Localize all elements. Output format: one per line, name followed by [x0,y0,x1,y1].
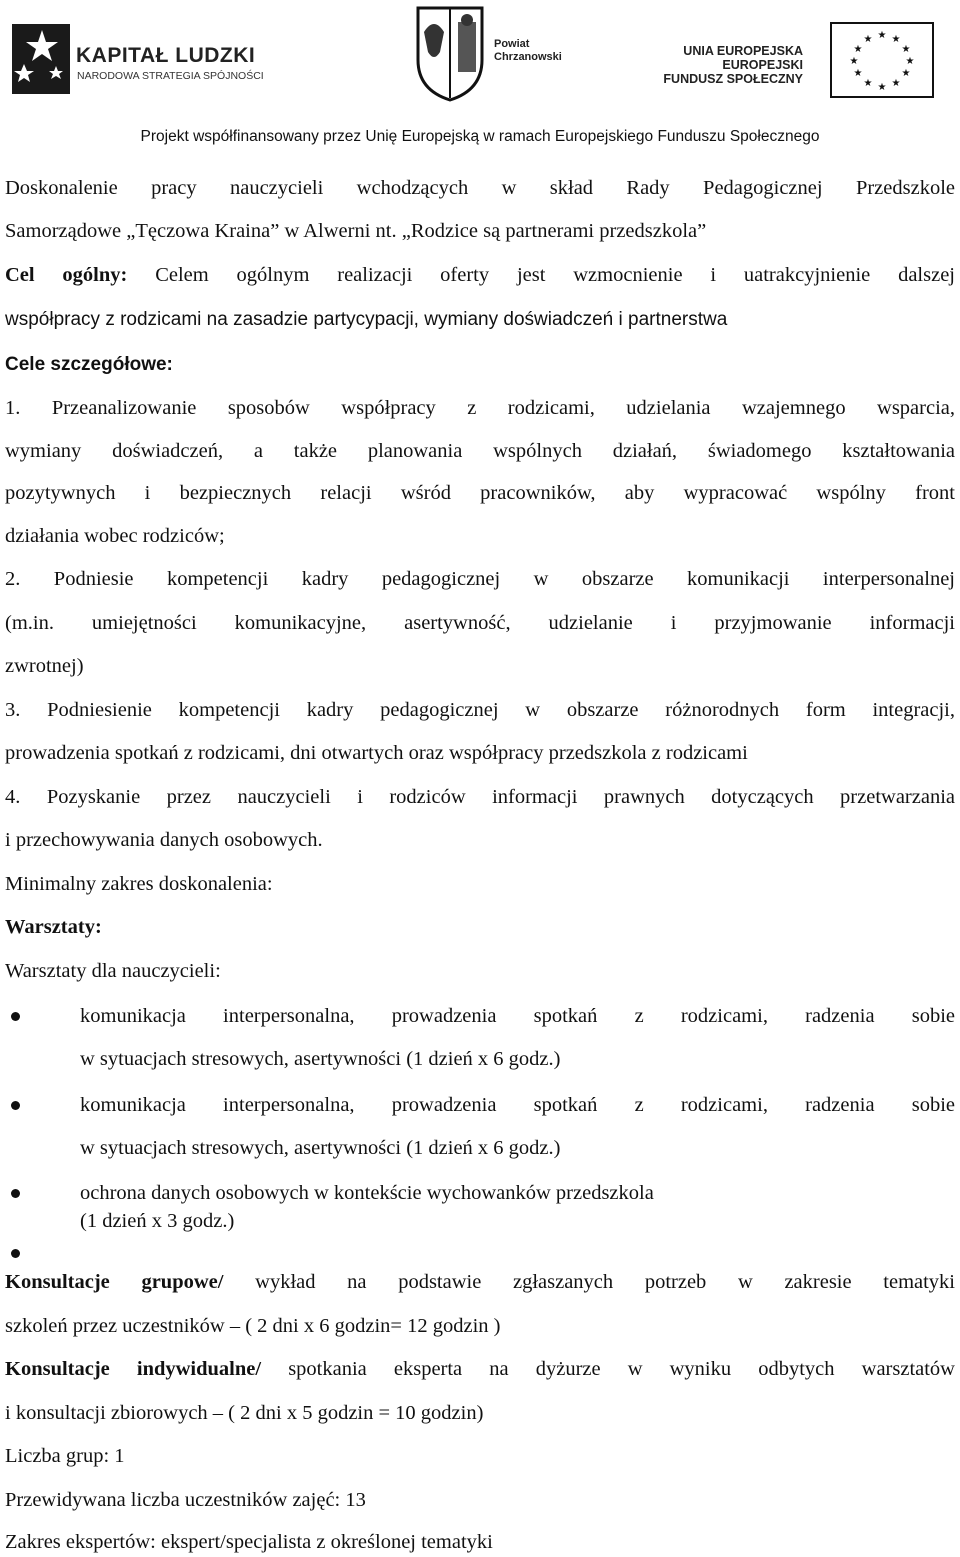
svg-text:★: ★ [863,78,873,89]
bullet-dot [11,1101,20,1110]
intro-line-2: Samorządowe „Tęczowa Kraina” w Alwerni nt. „Rodzice są partnerami przedszkola” [5,220,707,242]
general-goal-text-1: Celem ogólnym realizacji oferty jest wzmocnienie i uatrakcyjnienie dalszej [155,264,955,286]
workshops-subheading: Warsztaty dla nauczycieli: [5,960,221,982]
goal-3-line-2: prowadzenia spotkań z rodzicami, dni otwartych oraz współpracy przedszkola z rodzicami [5,742,748,764]
svg-text:★: ★ [891,34,901,45]
svg-text:★: ★ [901,68,911,79]
svg-text:★: ★ [853,44,863,55]
goal-2-line-1: 2. Podniesie kompetencji kadry pedagogicznej w obszarze komunikacji interpersonalnej [5,568,955,590]
goal-4-line-2: i przechowywania danych osobowych. [5,829,323,851]
goal-2-line-2: (m.in. umiejętności komunikacyjne, asertywność, udzielanie i przyjmowanie informacji [5,612,955,634]
document-header [0,0,960,160]
individual-consultations-text-2: i konsultacji zbiorowych – ( 2 dni x 5 godzin = 10 godzin) [5,1402,484,1424]
svg-text:★: ★ [905,56,915,67]
svg-text:★: ★ [853,68,863,79]
project-cofinancing-note: Projekt współfinansowany przez Unię Europejską w ramach Europejskiego Funduszu Społecznego [140,128,820,145]
workshops-heading [5,915,102,939]
bullet-dot [11,1249,20,1258]
svg-text:★: ★ [849,56,859,67]
goal-1-line-1: 1. Przeanalizowanie sposobów współpracy z rodzicami, udzielania wzajemnego wsparcia, [5,397,955,419]
participants-count: Przewidywana liczba uczestników zajęć: 13 [5,1489,366,1511]
individual-consultations-label: Konsultacje indywidualne/ [5,1358,262,1380]
workshop-item-3-line-1: ochrona danych osobowych w kontekście wychowanków przedszkola [80,1182,654,1204]
svg-text:★: ★ [891,78,901,89]
powiat-line-2: Chrzanowski [494,51,562,63]
svg-text:★: ★ [901,44,911,55]
eu-line-1: UNIA EUROPEJSKA [683,44,803,58]
bullet-dot [11,1012,20,1021]
group-consultations-text-1: wykład na podstawie zgłaszanych potrzeb w zakresie tematyki [255,1271,956,1293]
eu-label [643,44,803,86]
powiat-label [494,38,562,64]
eu-line-2: EUROPEJSKI [722,58,803,72]
goal-1-line-4: działania wobec rodziców; [5,525,225,547]
powiat-line-1: Powiat [494,38,530,50]
svg-text:★: ★ [877,82,887,93]
scope-label: Minimalny zakres doskonalenia: [5,873,273,895]
goal-3-line-1: 3. Podniesienie kompetencji kadry pedagogicznej w obszarze różnorodnych form integracji, [5,699,955,721]
goal-1-line-3: pozytywnych i bezpiecznych relacji wśród pracowników, aby wypracować wspólny front [5,482,955,504]
svg-text:★: ★ [863,34,873,45]
kapital-ludzki-subtitle: NARODOWA STRATEGIA SPÓJNOŚCI [77,70,264,82]
workshop-item-1-line-2: w sytuacjach stresowych, asertywności (1 dzień x 6 godz.) [80,1048,561,1070]
group-consultations-label: Konsultacje grupowe/ [5,1271,224,1293]
goal-1-line-2: wymiany doświadczeń, a także planowania wspólnych działań, świadomego kształtowania [5,440,955,462]
powiat-crest-icon [410,2,490,102]
individual-consultations [5,1357,955,1381]
workshop-item-1-line-1: komunikacja interpersonalna, prowadzenia spotkań z rodzicami, radzenia sobie [80,1005,955,1027]
experts-scope: Zakres ekspertów: ekspert/specjalista z określonej tematyki [5,1531,493,1553]
eu-flag-icon [830,22,934,98]
workshop-item-3-line-2: (1 dzień x 3 godz.) [80,1210,235,1232]
group-consultations [5,1270,955,1294]
bullet-dot [11,1189,20,1198]
goal-2-line-3: zwrotnej) [5,655,84,677]
groups-count: Liczba grup: 1 [5,1445,125,1467]
general-goal-text-2: współpracy z rodzicami na zasadzie partycypacji, wymiany doświadczeń i partnerstwa [5,309,728,330]
workshop-item-2-line-1: komunikacja interpersonalna, prowadzenia spotkań z rodzicami, radzenia sobie [80,1094,955,1116]
general-goal-label: Cel ogólny: [5,264,128,286]
workshops-heading-text: Warsztaty: [5,916,102,938]
workshop-item-2-line-2: w sytuacjach stresowych, asertywności (1 dzień x 6 godz.) [80,1137,561,1159]
general-goal [5,263,955,287]
svg-text:★: ★ [877,30,887,41]
kapital-ludzki-title: KAPITAŁ LUDZKI [76,44,256,67]
goal-4-line-1: 4. Pozyskanie przez nauczycieli i rodziców informacji prawnych dotyczących przetwarzania [5,786,955,808]
individual-consultations-text-1: spotkania eksperta na dyżurze w wyniku odbytych warsztatów [288,1358,955,1380]
intro-line-1: Doskonalenie pracy nauczycieli wchodzących w skład Rady Pedagogicznej Przedszkole [5,177,955,199]
specific-goals-heading [5,352,173,377]
eu-line-3: FUNDUSZ SPOŁECZNY [663,72,803,86]
specific-goals-label: Cele szczegółowe: [5,354,173,375]
group-consultations-text-2: szkoleń przez uczestników – ( 2 dni x 6 godzin= 12 godzin ) [5,1315,501,1337]
